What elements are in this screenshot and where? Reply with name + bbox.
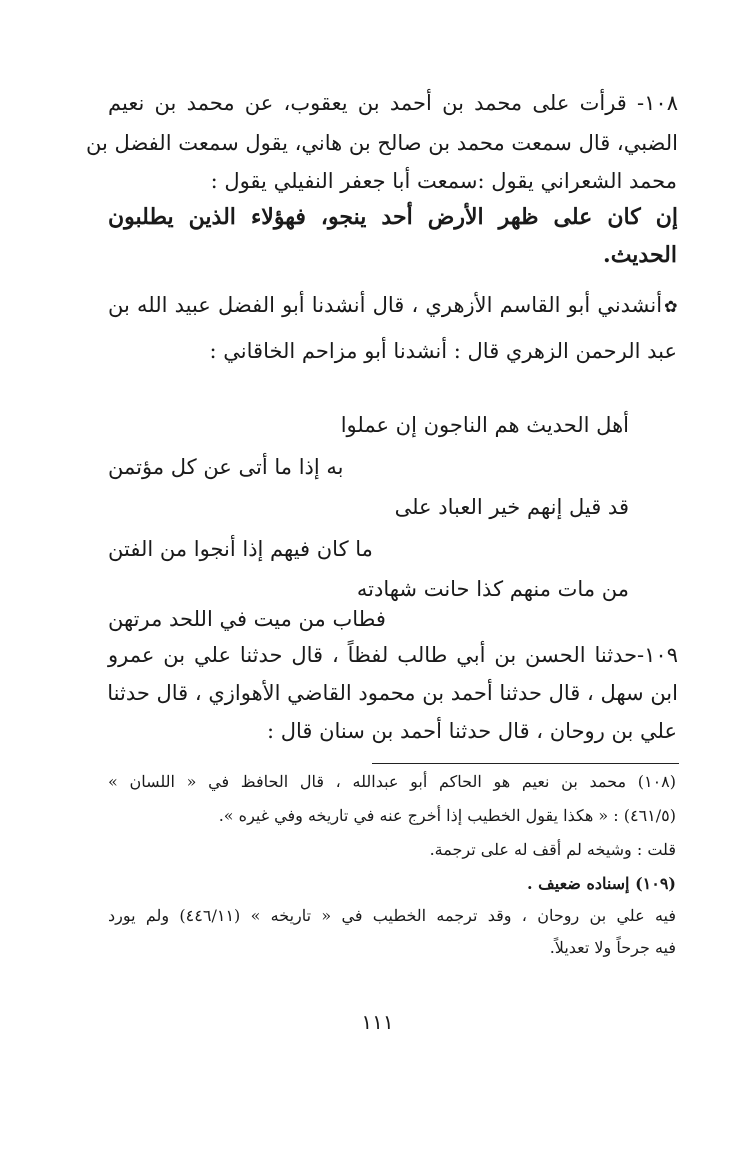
poem-intro-line-2: عبد الرحمن الزهري قال : أنشدنا أبو مزاحم الخاقاني : bbox=[209, 339, 677, 363]
poem-intro-line-1 bbox=[108, 290, 678, 322]
p109-line-1: ١٠٩-حدثنا الحسن بن أبي طالب لفظاً ، قال حدثنا علي بن عمرو bbox=[108, 643, 678, 667]
poem-intro-text-1: أنشدني أبو القاسم الأزهري ، قال أنشدنا أبو الفضل عبيد الله بن bbox=[108, 293, 663, 317]
flower-ornament-icon: ✿ bbox=[664, 297, 678, 316]
p108-quote-line-2: الحديث. bbox=[603, 242, 677, 268]
footnote-108-line-3: قلت : وشيخه لم أقف له على ترجمة. bbox=[429, 840, 676, 859]
footnote-109-line-2: فيه علي بن روحان ، وقد ترجمه الخطيب في « تاريخه » (٤٤٦/١١) ولم يورد bbox=[108, 906, 676, 925]
footnote-108-line-2: (٤٦١/٥) : « هكذا يقول الخطيب إذا أخرج عنه في تاريخه وفي غيره ». bbox=[218, 806, 676, 825]
poem-verse-2: به إذا ما أتى عن كل مؤتمن bbox=[108, 455, 344, 479]
footnote-109-line-3: فيه جرحاً ولا تعديلاً. bbox=[549, 938, 676, 957]
poem-verse-1: أهل الحديث هم الناجون إن عملوا bbox=[340, 413, 629, 437]
page-number: ١١١ bbox=[361, 1010, 394, 1034]
p108-line-3: محمد الشعراني يقول :سمعت أبا جعفر النفيلي يقول : bbox=[210, 169, 677, 193]
poem-verse-6: فطاب من ميت في اللحد مرتهن bbox=[108, 607, 386, 631]
p108-quote-line-1: إن كان على ظهر الأرض أحد ينجو، فهؤلاء الذين يطلبون bbox=[108, 204, 678, 230]
p108-line-1: ١٠٨- قرأت على محمد بن أحمد بن يعقوب، عن محمد بن نعيم bbox=[108, 91, 678, 115]
poem-verse-4: ما كان فيهم إذا أنجوا من الفتن bbox=[108, 537, 373, 561]
p108-line-2: الضبي، قال سمعت محمد بن صالح بن هاني، يقول سمعت الفضل بن bbox=[86, 131, 678, 155]
p109-line-2: ابن سهل ، قال حدثنا أحمد بن محمود القاضي الأهوازي ، قال حدثنا bbox=[107, 681, 678, 705]
footnote-109-line-1: (١٠٩) إسناده ضعيف . bbox=[527, 874, 676, 893]
footnote-108-line-1: (١٠٨) محمد بن نعيم هو الحاكم أبو عبدالله ، قال الحافظ في « اللسان » bbox=[108, 772, 676, 791]
p109-line-3: علي بن روحان ، قال حدثنا أحمد بن سنان قال : bbox=[266, 719, 677, 743]
poem-verse-3: قد قيل إنهم خير العباد على bbox=[394, 495, 629, 519]
footnote-divider bbox=[372, 763, 679, 764]
poem-verse-5: من مات منهم كذا حانت شهادته bbox=[356, 577, 629, 601]
